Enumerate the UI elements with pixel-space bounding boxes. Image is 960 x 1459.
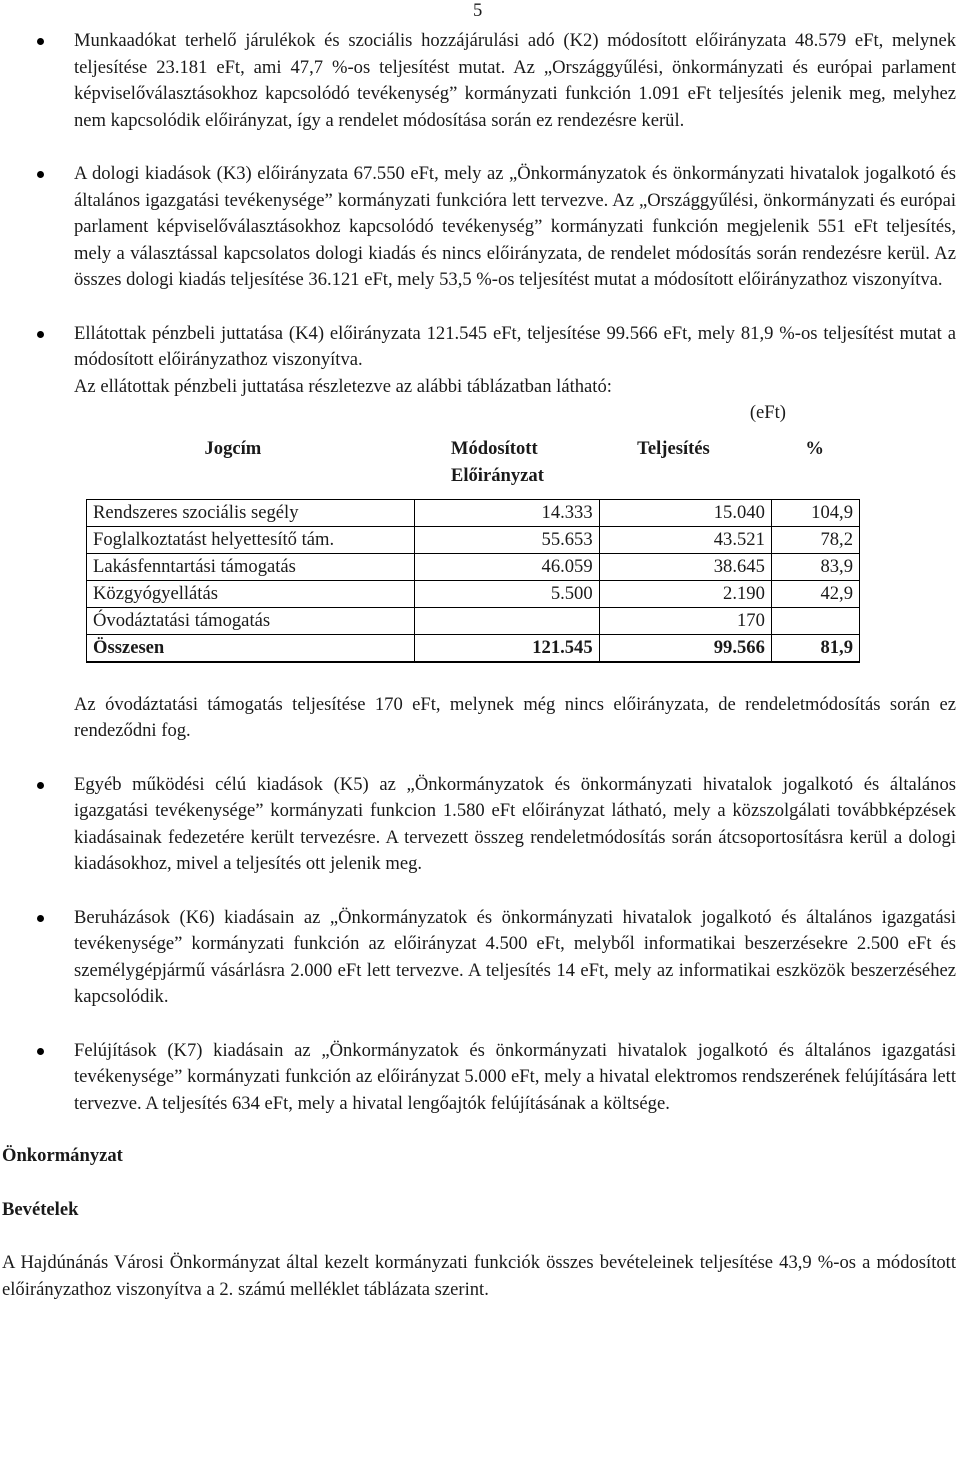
paragraph-k6: Beruházások (K6) kiadásain az „Önkormányzatok és önkormányzati hivatalok jogalkotó és általános igazgatási tevékenysége” kormányzati funkción az előirányzat 4.500 eFt, melyből informatikai beszerzésekre 2.500 eFt és személygépjármű vásárlásra 2.000 eFt lett tervezve. A teljesítés 14 eFt, mely az informatikai eszközök beszerzéséhez kapcsolódik. — [74, 906, 956, 1007]
page-number: 5 — [473, 0, 483, 21]
paragraph-k4-table-intro: Az ellátottak pénzbeli juttatása részletezve az alábbi táblázatban látható: — [74, 375, 612, 397]
paragraph-k7: Felújítások (K7) kiadásain az „Önkormányzatok és önkormányzati hivatalok jogalkotó és általános igazgatási tevékenysége” kormányzati funkción az előirányzat 5.000 eFt, mely a hivatal elektromos rendszerének felújítására lett tervezve. A teljesítés 634 eFt, mely a hivatal lengőajtók felújításának a költsége. — [74, 1039, 956, 1114]
cell-teljesites: 15.040 — [599, 499, 771, 526]
header-teljesites: Teljesítés — [637, 437, 710, 459]
cell-pct: 42,9 — [771, 580, 859, 607]
cell-total-pct: 81,9 — [771, 634, 859, 662]
cell-modositott: 55.653 — [415, 526, 599, 553]
bullet-k6 — [0, 905, 960, 1011]
bullet-k7 — [0, 1038, 960, 1118]
table-row — [87, 607, 860, 634]
paragraph-k3: A dologi kiadások (K3) előirányzata 67.550 eFt, mely az „Önkormányzatok és önkormányzati hivatalok jogalkotó és általános igazgatási tevékenysége” kormányzati funkcióra lett tervezve. Az „Országgyűlési, önkormányzati és európai parlament képviselőválasztásokhoz kapcsolódó tevékenység” kormányzati funkción megjelenik 551 eFt teljesítés, mely a választással kapcsolatos dologi kiadás és nincs előirányzata, de rendelet módosítás során rendezésre kerül. Az összes dologi kiadás teljesítése 36.121 eFt, mely 53,5 %-os teljesítést mutat a módosított előirányzathoz viszonyítva. — [74, 163, 956, 290]
header-modositott-line1: Módosított — [450, 437, 538, 459]
benefits-table — [86, 427, 860, 663]
cell-total-teljesites: 99.566 — [599, 634, 771, 662]
cell-name: Rendszeres szociális segély — [87, 499, 415, 526]
table-row — [87, 526, 860, 553]
table-row — [87, 553, 860, 580]
paragraph-k5: Egyéb működési célú kiadások (K5) az „Önkormányzatok és önkormányzati hivatalok jogalkotó és általános igazgatási tevékenysége” kormányzati funkcion 1.580 eFt előirányzat látható, mely a közszolgálati továbbképzések kiadásainak fedezetére került tervezésre. A tervezett összeg rendeletmódosítás során átcsoportosításra kerül a dologi kiadásokhoz, mivel a teljesítés ott jelenik meg. — [74, 773, 956, 874]
cell-teljesites: 2.190 — [599, 580, 771, 607]
cell-teljesites: 43.521 — [599, 526, 771, 553]
cell-name: Lakásfenntartási támogatás — [87, 553, 415, 580]
bullet-k2 — [0, 28, 960, 134]
cell-modositott: 14.333 — [415, 499, 599, 526]
paragraph-ovodaztatasi: Az óvodáztatási támogatás teljesítése 170 eFt, melynek még nincs előirányzata, de rendeletmódosítás során ez rendeződni fog. — [74, 693, 956, 741]
header-modositott-line2: Előirányzat — [450, 464, 544, 486]
paragraph-bevetelek: A Hajdúnánás Városi Önkormányzat által kezelt kormányzati funkciók összes bevételeinek teljesítése 43,9 %-os a módosított előirányzathoz viszonyítva a 2. számú melléklet táblázata szerint. — [2, 1252, 956, 1300]
cell-teljesites: 170 — [599, 607, 771, 634]
heading-onkormanyzat: Önkormányzat — [2, 1145, 123, 1166]
header-modositott — [415, 427, 599, 500]
cell-total-name: Összesen — [87, 634, 415, 662]
heading-bevetelek: Bevételek — [2, 1198, 79, 1220]
table-unit-label: (eFt) — [749, 402, 786, 423]
cell-pct: 83,9 — [771, 553, 859, 580]
benefits-table-wrapper — [86, 427, 860, 663]
bullet-k3 — [0, 161, 960, 294]
cell-name: Foglalkoztatást helyettesítő tám. — [87, 526, 415, 553]
cell-pct — [771, 607, 859, 634]
cell-pct: 78,2 — [771, 526, 859, 553]
cell-modositott — [415, 607, 599, 634]
header-jogcim: Jogcím — [204, 437, 262, 459]
paragraph-k4: Ellátottak pénzbeli juttatása (K4) előirányzata 121.545 eFt, teljesítése 99.566 eFt, mely 81,9 %-os teljesítést mutat a módosított előirányzathoz viszonyítva. — [74, 322, 956, 370]
table-header-row — [87, 427, 860, 500]
cell-total-modositott: 121.545 — [415, 634, 599, 662]
table-row — [87, 580, 860, 607]
cell-teljesites: 38.645 — [599, 553, 771, 580]
document-body — [0, 28, 960, 1303]
bullet-k5 — [0, 772, 960, 878]
header-pct: % — [805, 437, 824, 459]
bullet-k4 — [0, 321, 960, 401]
cell-modositott: 5.500 — [415, 580, 599, 607]
table-total-row — [87, 634, 860, 662]
table-row — [87, 499, 860, 526]
cell-modositott: 46.059 — [415, 553, 599, 580]
cell-name: Közgyógyellátás — [87, 580, 415, 607]
paragraph-k2: Munkaadókat terhelő járulékok és szociális hozzájárulási adó (K2) módosított előirányzata 48.579 eFt, melynek teljesítése 23.181 eFt, ami 47,7 %-os teljesítést mutat. Az „Országgyűlési, önkormányzati és európai parlament képviselőválasztásokhoz kapcsolódó tevékenység” kormányzati funkción 1.091 eFt teljesítés jelenik meg, melyhez nem kapcsolódik előirányzat, így a rendelet módosítása során ez rendezésre kerül. — [74, 30, 956, 131]
cell-name: Óvodáztatási támogatás — [87, 607, 415, 634]
cell-pct: 104,9 — [771, 499, 859, 526]
